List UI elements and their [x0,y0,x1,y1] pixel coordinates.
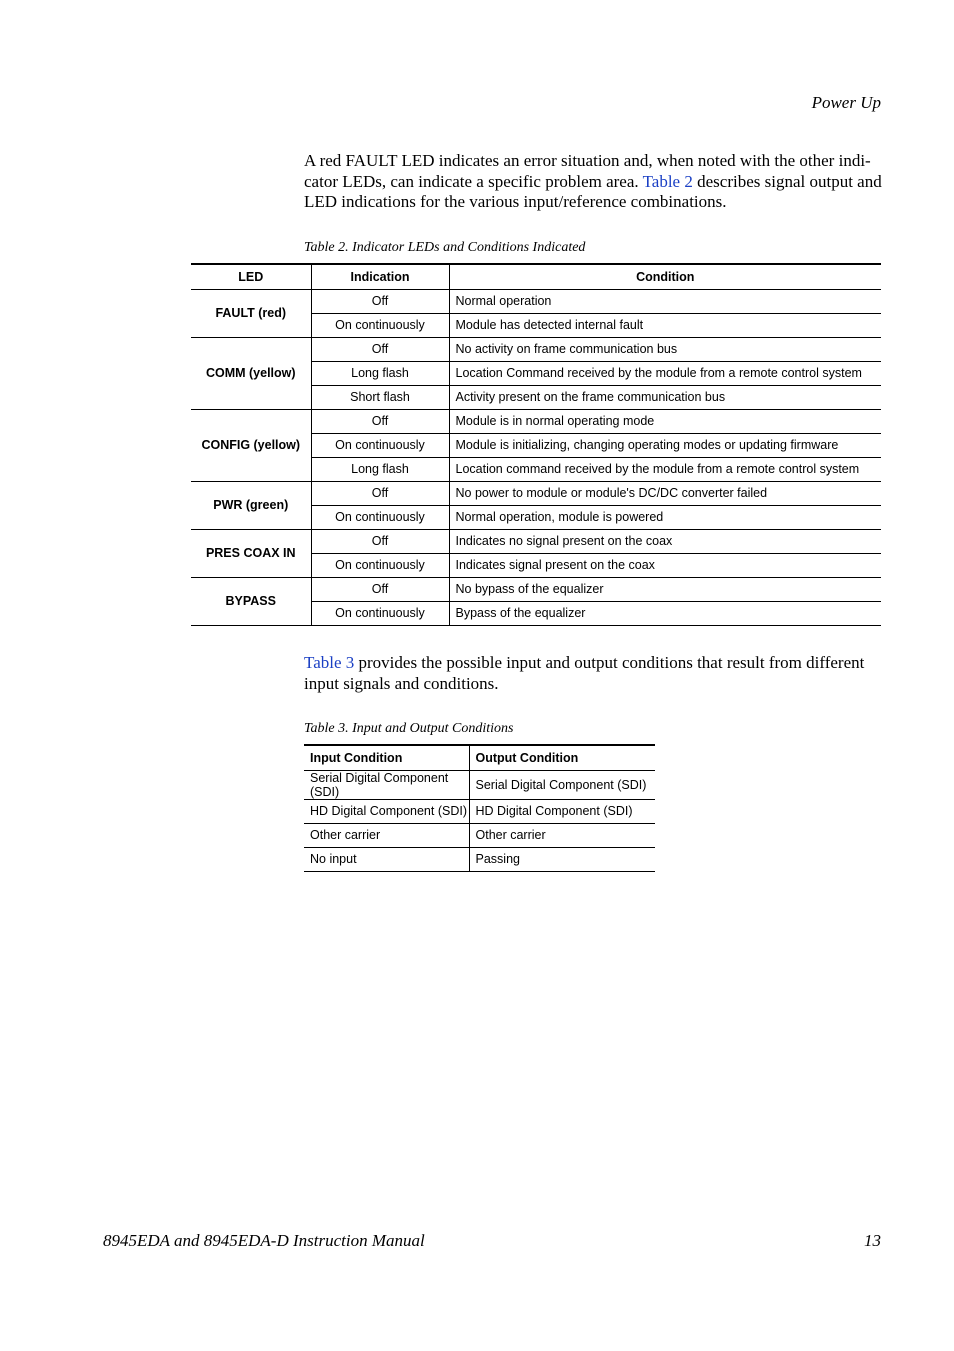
table-row [191,577,881,601]
indication-cell: Long flash [311,361,449,385]
table-header-row [191,264,881,289]
indication-cell: Off [311,289,449,313]
input-output-body [304,770,655,871]
condition-cell: No bypass of the equalizer [449,577,881,601]
header-indication: Indication [311,264,449,289]
led-name: BYPASS [191,577,311,625]
table-3-caption: Table 3. Input and Output Conditions [304,721,514,736]
output-condition-cell: Passing [469,847,655,871]
indication-cell: On continuously [311,313,449,337]
output-condition-cell: Other carrier [469,823,655,847]
condition-cell: Location command received by the module from a remote control system [449,457,881,481]
input-condition-cell: Serial Digital Component (SDI) [304,770,469,799]
input-condition-cell: HD Digital Component (SDI) [304,799,469,823]
table-header-row [304,745,655,770]
condition-cell: No power to module or module's DC/DC converter failed [449,481,881,505]
indication-cell: On continuously [311,601,449,625]
header-condition: Condition [449,264,881,289]
led-name: PWR (green) [191,481,311,529]
input-condition-cell: Other carrier [304,823,469,847]
condition-cell: Normal operation [449,289,881,313]
indication-cell: Off [311,529,449,553]
indication-cell: Off [311,481,449,505]
indication-cell: Long flash [311,457,449,481]
page-number: 13 [864,1231,881,1250]
condition-cell: No activity on frame communication bus [449,337,881,361]
indicator-leds-table [191,263,881,626]
led-name: PRES COAX IN [191,529,311,577]
condition-cell: Activity present on the frame communication bus [449,385,881,409]
led-name: CONFIG (yellow) [191,409,311,481]
table-2-caption: Table 2. Indicator LEDs and Conditions Indicated [304,240,586,255]
indication-cell: On continuously [311,553,449,577]
condition-cell: Module is initializing, changing operating modes or updating firmware [449,433,881,457]
indication-cell: Off [311,409,449,433]
condition-cell: Module has detected internal fault [449,313,881,337]
table-row [304,823,655,847]
table-3-link[interactable]: Table 3 [304,653,355,672]
table-row [191,337,881,361]
table-row [191,289,881,313]
output-condition-cell: Serial Digital Component (SDI) [469,770,655,799]
table-row [304,770,655,799]
condition-cell: Normal operation, module is powered [449,505,881,529]
indication-cell: On continuously [311,433,449,457]
indication-cell: Off [311,577,449,601]
intro-text-after: describes signal output and LED indications for the various input/reference combinations. [304,171,882,211]
indication-cell: On continuously [311,505,449,529]
condition-cell: Module is in normal operating mode [449,409,881,433]
input-condition-cell: No input [304,847,469,871]
table-3-text: provides the possible input and output conditions that result from different input signals and conditions. [304,653,865,693]
table-3-paragraph [304,653,882,694]
indicator-leds-body [191,289,881,625]
table-row [191,481,881,505]
condition-cell: Location Command received by the module from a remote control system [449,361,881,385]
condition-cell: Indicates signal present on the coax [449,553,881,577]
led-name: FAULT (red) [191,289,311,337]
condition-cell: Bypass of the equalizer [449,601,881,625]
header-input-condition: Input Condition [304,745,469,770]
table-row [191,529,881,553]
led-name: COMM (yellow) [191,337,311,409]
indication-cell: Short flash [311,385,449,409]
output-condition-cell: HD Digital Component (SDI) [469,799,655,823]
table-row [304,847,655,871]
table-row [304,799,655,823]
indication-cell: Off [311,337,449,361]
input-output-table [304,744,655,872]
table-2-link[interactable]: Table 2 [642,171,693,191]
table-row [191,409,881,433]
intro-paragraph [304,151,882,213]
footer-manual-title: 8945EDA and 8945EDA-D Instruction Manual [103,1231,425,1250]
condition-cell: Indicates no signal present on the coax [449,529,881,553]
running-header-section: Power Up [811,93,881,112]
intro-text-before: A red FAULT LED indicates an error situation and, when noted with the other indi-cator LEDs, can indicate a specific problem area. [304,151,871,191]
header-output-condition: Output Condition [469,745,655,770]
header-led: LED [191,264,311,289]
